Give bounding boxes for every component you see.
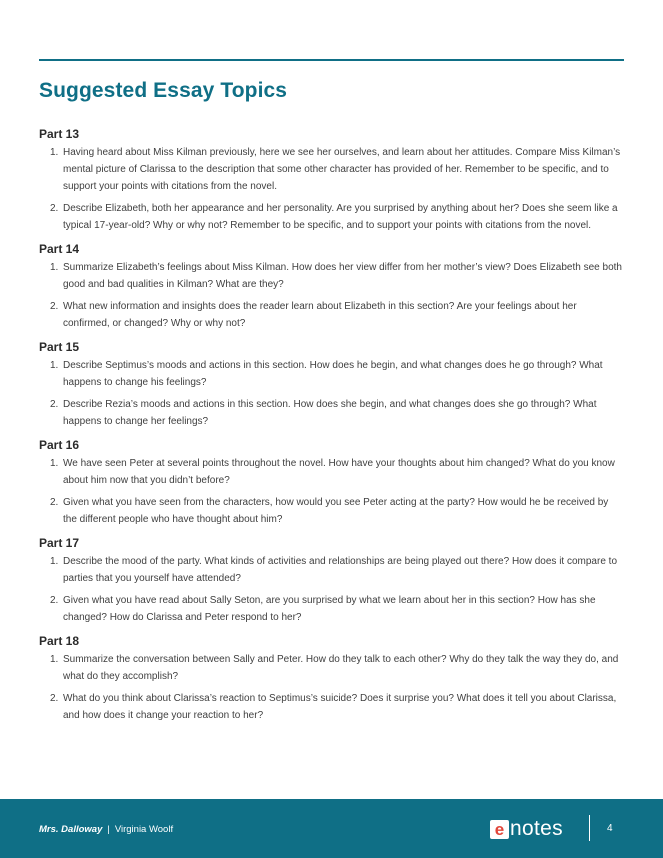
topic-item: [39, 494, 624, 528]
footer-author: Virginia Woolf: [114, 824, 174, 835]
footer-book-info: [39, 824, 173, 835]
part-section: [39, 535, 624, 626]
topic-number: 2.: [50, 203, 59, 214]
topic-item: [39, 455, 624, 489]
topic-list: [39, 553, 624, 626]
topic-text: Describe Elizabeth, both her appearance and her personality. Are you surprised by anything about her? Does she seem like a typical 17-year-old? Why or why not? Remember to be specific, and to support your points with citations from the novel.: [63, 203, 618, 231]
page-footer: [0, 799, 663, 858]
topic-number: 2.: [50, 497, 59, 508]
topic-item: [39, 298, 624, 332]
topic-item: [39, 553, 624, 587]
topic-item: [39, 357, 624, 391]
topic-number: 2.: [50, 595, 59, 606]
header-rule: [39, 59, 624, 61]
topic-list: [39, 651, 624, 724]
topic-item: [39, 200, 624, 234]
topic-item: [39, 592, 624, 626]
page-title: Suggested Essay Topics: [39, 79, 288, 102]
part-heading: Part 18: [39, 634, 80, 648]
topic-number: 1.: [50, 654, 59, 665]
topic-item: [39, 690, 624, 724]
topic-item: [39, 651, 624, 685]
footer-divider: [589, 815, 590, 841]
footer-book-title: Mrs. Dalloway: [39, 824, 103, 835]
part-section: [39, 339, 624, 430]
topic-list: [39, 455, 624, 528]
topic-number: 2.: [50, 399, 59, 410]
topic-text: We have seen Peter at several points throughout the novel. How have your thoughts about him changed? What do you know about him now that you didn’t before?: [63, 458, 615, 486]
topic-number: 1.: [50, 147, 59, 158]
part-heading: Part 14: [39, 242, 80, 256]
topic-text: What new information and insights does the reader learn about Elizabeth in this section? Are your feelings about her confirmed, or changed? Why or why not?: [63, 301, 577, 329]
footer-separator: |: [107, 824, 110, 835]
topic-number: 2.: [50, 693, 59, 704]
topic-item: [39, 144, 624, 195]
topic-list: [39, 259, 624, 332]
part-section: [39, 126, 624, 234]
topic-text: Describe the mood of the party. What kinds of activities and relationships are being played out there? How does it compare to parties that you yourself have attended?: [63, 556, 618, 584]
part-section: [39, 633, 624, 724]
topic-list: [39, 357, 624, 430]
topic-text: Given what you have read about Sally Seton, are you surprised by what we learn about her in this section? How has she changed? How do Clarissa and Peter respond to her?: [63, 595, 596, 623]
part-section: [39, 437, 624, 528]
topic-list: [39, 144, 624, 234]
part-heading: Part 15: [39, 340, 80, 354]
topic-text: Describe Septimus’s moods and actions in this section. How does he begin, and what changes does he go through? What happens to change his feelings?: [63, 360, 603, 388]
topic-number: 1.: [50, 262, 59, 273]
topic-number: 1.: [50, 360, 59, 371]
topic-item: [39, 259, 624, 293]
topic-text: Given what you have seen from the characters, how would you see Peter acting at the party? How would he be received by the different people who have thought about him?: [63, 497, 609, 525]
enotes-logo-text: notes: [510, 817, 563, 840]
topic-text: Summarize Elizabeth’s feelings about Miss Kilman. How does her view differ from her mother’s view? Does Elizabeth see both good and bad qualities in Kilman? What are they?: [63, 262, 622, 290]
part-heading: Part 13: [39, 127, 80, 141]
topic-number: 1.: [50, 458, 59, 469]
part-heading: Part 17: [39, 536, 80, 550]
topic-number: 2.: [50, 301, 59, 312]
enotes-logo-icon: e: [490, 820, 509, 839]
topic-number: 1.: [50, 556, 59, 567]
topic-text: Having heard about Miss Kilman previously, here we see her ourselves, and learn about her attitudes. Compare Miss Kilman’s mental picture of Clarissa to the description that some other character has provided of her. Remember to be specific, and to support your points with citations from the novel.: [63, 147, 621, 192]
enotes-logo: [490, 817, 563, 841]
part-heading: Part 16: [39, 438, 80, 452]
part-section: [39, 241, 624, 332]
essay-topics: [39, 126, 624, 731]
page-number: 4: [607, 823, 613, 834]
topic-text: Describe Rezia’s moods and actions in this section. How does she begin, and what changes does she go through? What happens to change her feelings?: [63, 399, 597, 427]
topic-text: What do you think about Clarissa’s reaction to Septimus’s suicide? Does it surprise you? What does it tell you about Clarissa, and how does it change your reaction to her?: [63, 693, 617, 721]
topic-text: Summarize the conversation between Sally and Peter. How do they talk to each other? Why do they talk the way they do, and what do they accomplish?: [63, 654, 619, 682]
topic-item: [39, 396, 624, 430]
